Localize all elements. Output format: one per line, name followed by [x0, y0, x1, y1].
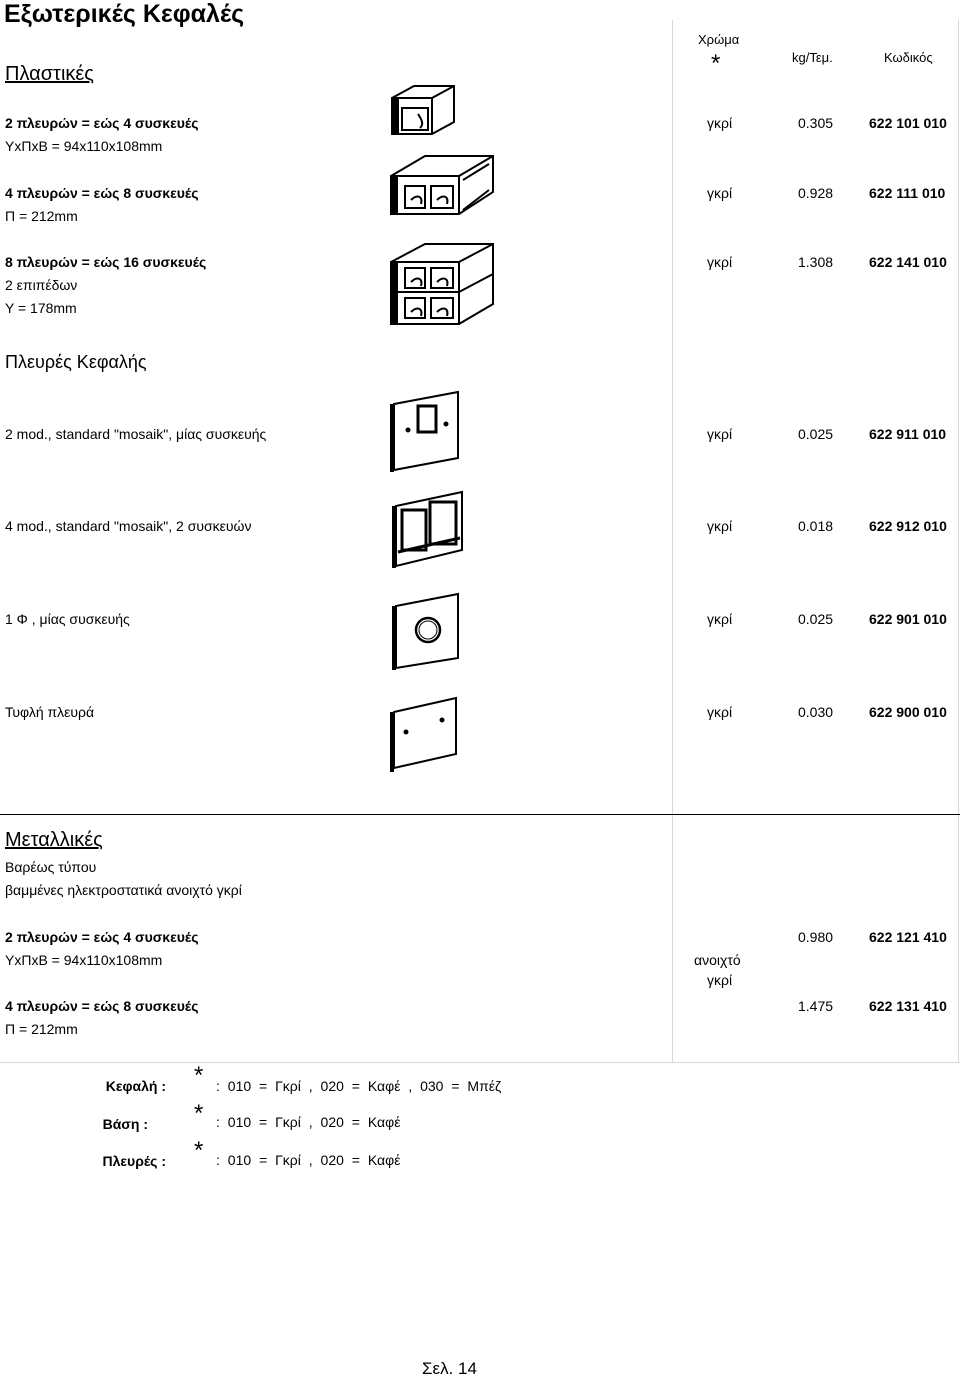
page-title: Εξωτερικές Κεφαλές [4, 0, 245, 28]
metal-item-1-code: 622 121 410 [869, 929, 947, 945]
legend-head-star: * [194, 1062, 204, 1089]
column-header-code: Κωδικός [884, 50, 933, 65]
metal-item-2-line2: Π = 212mm [5, 1021, 78, 1037]
plastic-item-2-code: 622 111 010 [869, 185, 946, 201]
column-header-color: Χρώμα [698, 32, 740, 47]
plastic-item-2-weight: 0.928 [798, 185, 834, 201]
box-4-sides-icon [385, 150, 497, 222]
side-item-3-code: 622 901 010 [869, 611, 947, 627]
plastic-item-1-line1: 2 πλευρών = εώς 4 συσκευές [5, 115, 199, 131]
side-item-4-code: 622 900 010 [869, 704, 947, 720]
side-item-3-weight: 0.025 [798, 611, 834, 627]
plastic-item-3-line3: Υ = 178mm [5, 300, 77, 316]
plastic-item-1-weight: 0.305 [798, 115, 834, 131]
side-plate-4mod-icon [390, 486, 466, 572]
legend-base-text: : 010 = Γκρί , 020 = Καφέ [216, 1114, 401, 1130]
side-item-3-label: 1 Φ , μίας συσκευής [5, 611, 130, 627]
metal-section-divider [0, 814, 960, 815]
side-item-3-color: γκρί [707, 611, 733, 627]
side-item-2-code: 622 912 010 [869, 518, 947, 534]
side-item-2-color: γκρί [707, 518, 733, 534]
plastic-item-3-code: 622 141 010 [869, 254, 947, 270]
side-item-4-label: Τυφλή πλευρά [5, 704, 95, 720]
side-item-2-weight: 0.018 [798, 518, 834, 534]
box-2-sides-icon [388, 80, 458, 142]
plastic-item-3-weight: 1.308 [798, 254, 834, 270]
metal-item-2-line1: 4 πλευρών = εώς 8 συσκευές [5, 998, 199, 1014]
metal-item-1-line1: 2 πλευρών = εώς 4 συσκευές [5, 929, 199, 945]
plastic-item-1-color: γκρί [707, 115, 733, 131]
plastic-item-3-line1: 8 πλευρών = εώς 16 συσκευές [5, 254, 207, 270]
side-item-1-code: 622 911 010 [869, 426, 947, 442]
legend-base-star: * [194, 1100, 204, 1127]
section-metal-title: Μεταλλικές [5, 829, 103, 851]
plastic-item-3-line2: 2 επιπέδων [5, 277, 78, 293]
plastic-item-1-line2: ΥxΠxΒ = 94x110x108mm [5, 138, 163, 154]
legend-sides-label: Πλευρές : [102, 1153, 166, 1169]
side-plate-2mod-icon [390, 388, 462, 474]
side-item-1-label: 2 mod., standard "mosaik", μίας συσκευής [5, 426, 267, 442]
legend-sides-text: : 010 = Γκρί , 020 = Καφέ [216, 1152, 401, 1168]
metal-color-line1: ανοιχτό [694, 952, 741, 968]
column-header-color-star: * [711, 50, 721, 77]
plastic-item-1-code: 622 101 010 [869, 115, 947, 131]
side-plate-blank-icon [388, 692, 460, 774]
column-divider-right [958, 20, 959, 1062]
metal-subtitle-1: Βαρέως τύπου [5, 859, 97, 875]
legend-head-text: : 010 = Γκρί , 020 = Καφέ , 030 = Μπέζ [216, 1078, 502, 1094]
side-item-4-weight: 0.030 [798, 704, 834, 720]
section-sides-title: Πλευρές Κεφαλής [5, 352, 147, 372]
legend-base-label: Βάση : [102, 1116, 148, 1132]
column-header-weight: kg/Τεμ. [792, 50, 833, 65]
column-divider-image [672, 20, 673, 1062]
side-item-2-label: 4 mod., standard "mosaik", 2 συσκευών [5, 518, 252, 534]
plastic-item-2-line1: 4 πλευρών = εώς 8 συσκευές [5, 185, 199, 201]
legend-sides-star: * [194, 1137, 204, 1164]
metal-item-1-weight: 0.980 [798, 929, 834, 945]
metal-item-2-weight: 1.475 [798, 998, 834, 1014]
side-plate-round-icon [390, 590, 462, 672]
metal-item-1-line2: ΥxΠxΒ = 94x110x108mm [5, 952, 163, 968]
metal-subtitle-2: βαμμένες ηλεκτροστατικά ανοιχτό γκρί [5, 882, 242, 898]
side-item-1-color: γκρί [707, 426, 733, 442]
legend-head-label: Κεφαλή : [105, 1078, 166, 1094]
metal-color-line2: γκρί [707, 972, 733, 988]
plastic-item-2-color: γκρί [707, 185, 733, 201]
plastic-item-2-line2: Π = 212mm [5, 208, 78, 224]
metal-item-2-code: 622 131 410 [869, 998, 947, 1014]
box-8-sides-icon [385, 238, 497, 330]
legend-divider [0, 1062, 960, 1063]
page-number: Σελ. 14 [422, 1359, 477, 1378]
plastic-item-3-color: γκρί [707, 254, 733, 270]
side-item-1-weight: 0.025 [798, 426, 834, 442]
side-item-4-color: γκρί [707, 704, 733, 720]
section-plastic-title: Πλαστικές [5, 63, 94, 85]
